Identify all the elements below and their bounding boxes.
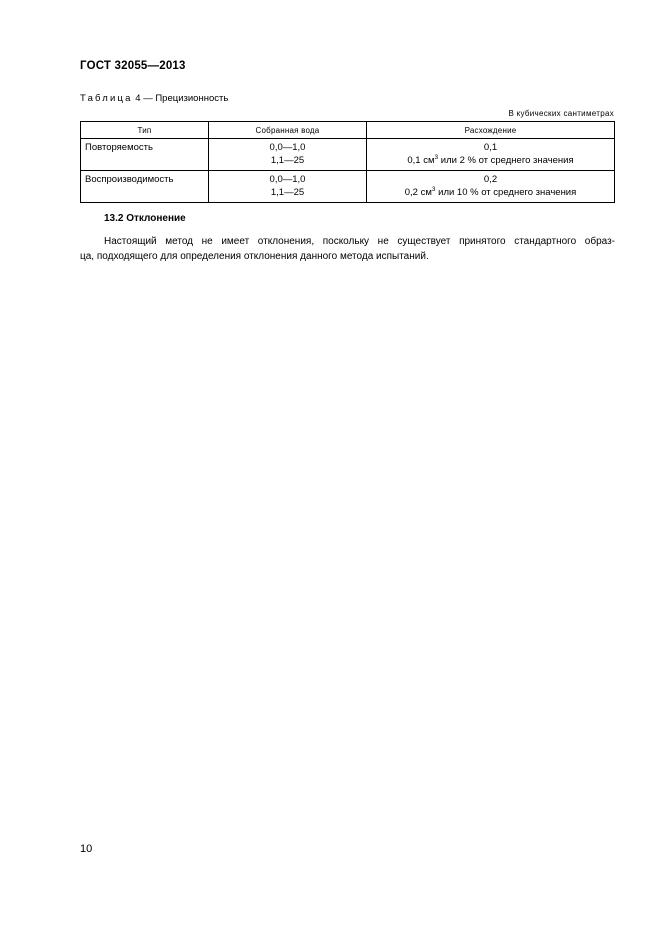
difference-value: 0,2 — [483, 174, 498, 185]
table-caption-text: 4 — Прецизионность — [135, 93, 229, 104]
paragraph-line: Настоящий метод не имеет отклонения, поскольку не существует принятого стандартного образ- — [104, 236, 615, 247]
section-paragraph — [80, 234, 615, 264]
document-title: ГОСТ 32055—2013 — [80, 60, 186, 72]
row-type: Воспроизводимость — [81, 171, 209, 203]
difference-value — [371, 155, 610, 168]
header-type: Тип — [81, 122, 209, 139]
table-caption-word: Таблица — [80, 93, 133, 104]
difference-text: или 10 % от среднего значения — [435, 186, 577, 198]
table-units-note: В кубических сантиметрах — [508, 109, 614, 118]
difference-text: 0,2 см — [404, 186, 432, 198]
table-row — [81, 139, 615, 171]
difference-text: или 2 % от среднего значения — [438, 154, 574, 166]
water-range: 0,0—1,0 — [269, 142, 306, 153]
table-row — [81, 171, 615, 203]
water-range: 1,1—25 — [270, 186, 305, 198]
table-header-row — [81, 122, 615, 139]
header-collected-water: Собранная вода — [209, 122, 367, 139]
water-range: 0,0—1,0 — [269, 174, 306, 185]
header-difference: Расхождение — [367, 122, 615, 139]
difference-value: 0,1 — [483, 142, 498, 153]
superscript: 3 — [434, 153, 439, 161]
row-water-ranges — [209, 171, 367, 203]
water-range: 1,1—25 — [270, 154, 305, 166]
paragraph-line: ца, подходящего для определения отклонения данного метода испытаний. — [80, 251, 429, 262]
row-type: Повторяемость — [81, 139, 209, 171]
row-water-ranges — [209, 139, 367, 171]
row-difference — [367, 171, 615, 203]
table-caption — [80, 93, 228, 104]
page-number: 10 — [80, 843, 93, 855]
superscript: 3 — [431, 185, 436, 193]
row-difference — [367, 139, 615, 171]
precision-table — [80, 121, 615, 203]
difference-text: 0,1 см — [407, 154, 435, 166]
difference-value — [371, 187, 610, 200]
section-heading: 13.2 Отклонение — [104, 213, 186, 224]
